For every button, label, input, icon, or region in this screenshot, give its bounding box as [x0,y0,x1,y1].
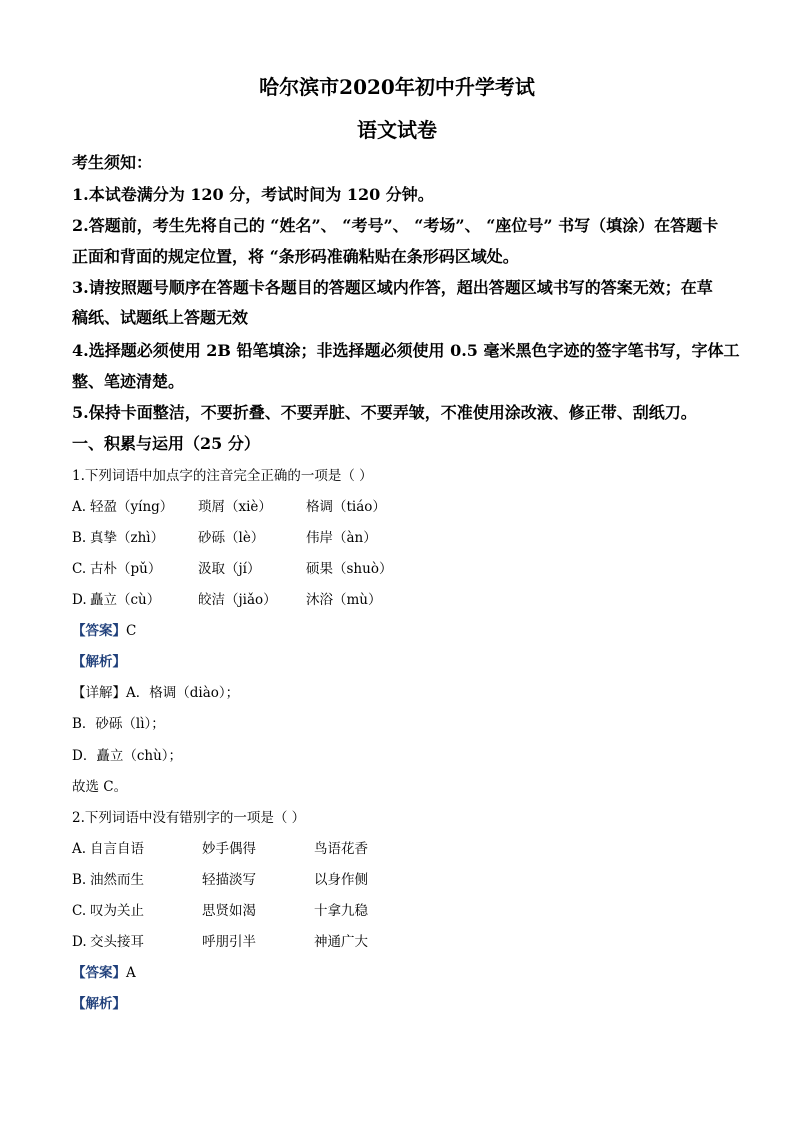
notice-heading: 考生须知： [72,153,153,172]
detail-line: D．矗立（chù）； [72,748,183,764]
option-item: 十拿九稳 [314,903,368,919]
option-item: 神通广大 [314,934,368,950]
answer-value: C [126,623,137,639]
answer-tag: 【答案】 [72,965,126,981]
option-row [72,899,368,919]
option-item: 叹为关止 [90,903,144,919]
section-heading: 一、积累与运用（25 分） [72,434,260,453]
option-item: 呼朋引半 [202,934,256,950]
option-item: 油然而生 [90,872,144,888]
question-stem: 2.下列词语中没有错别字的一项是（ ） [72,810,306,826]
option-label: C. [72,903,87,919]
answer-line [72,619,136,639]
option-item: 硕果（shuò） [306,561,393,577]
option-item: 思贤如渴 [202,903,256,919]
option-item: 沐浴（mù） [306,592,382,608]
option-row [72,837,368,857]
answer-tag: 【答案】 [72,623,126,639]
option-item: 轻描淡写 [202,872,256,888]
analysis-line [72,650,126,670]
option-item: 砂砾（lè） [198,530,265,546]
notice-line: 4.选择题必须使用 2B 铅笔填涂；非选择题必须使用 0.5 毫米黑色字迹的签字笔书写，字体工 [72,341,740,360]
detail-line: 故选 C。 [72,779,128,795]
option-row [72,557,392,577]
option-label: A. [72,841,87,857]
option-row [72,495,386,515]
exam-subtitle: 语文试卷 [357,118,437,142]
question-stem: 1.下列词语中加点字的注音完全正确的一项是（ ） [72,468,373,484]
option-label: A. [72,499,87,515]
option-row [72,588,382,608]
option-item: 鸟语花香 [314,841,368,857]
notice-line: 稿纸、试题纸上答题无效 [72,308,249,327]
option-label: D. [72,592,87,608]
option-item: 轻盈（yíng） [90,499,174,515]
notice-line: 1.本试卷满分为 120 分，考试时间为 120 分钟。 [72,185,434,204]
analysis-tag: 【解析】 [72,996,126,1012]
option-item: 伟岸（àn） [306,530,377,546]
option-row [72,868,368,888]
option-item: 妙手偶得 [202,841,256,857]
option-item: 皎洁（jiǎo） [198,592,277,608]
option-item: 自言自语 [90,841,144,857]
option-label: B. [72,872,87,888]
option-item: 琐屑（xiè） [198,499,272,515]
option-label: C. [72,561,87,577]
analysis-line [72,992,126,1012]
notice-line: 整、笔迹清楚。 [72,372,185,391]
option-item: 格调（tiáo） [306,499,386,515]
analysis-tag: 【解析】 [72,654,126,670]
answer-line [72,961,136,981]
option-item: 交头接耳 [90,934,144,950]
option-label: D. [72,934,87,950]
option-item: 矗立（cù） [90,592,161,608]
option-item: 以身作侧 [314,872,368,888]
detail-line [72,681,239,701]
notice-line: 5.保持卡面整洁，不要折叠、不要弄脏、不要弄皱，不准使用涂改液、修正带、刮纸刀。 [72,403,697,422]
notice-line: 正面和背面的规定位置，将 “条形码准确粘贴在条形码区域处。 [72,247,519,266]
option-label: B. [72,530,87,546]
notice-line: 3.请按照题号顺序在答题卡各题目的答题区域内作答，超出答题区域书写的答案无效；在草 [72,278,713,297]
option-item: 古朴（pǔ） [90,561,162,577]
option-row [72,930,368,950]
detail-tag: 【详解】 [72,685,126,701]
detail-line: B．砂砾（lì）； [72,716,165,732]
answer-value: A [126,965,136,981]
option-row [72,526,377,546]
notice-line: 2.答题前，考生先将自己的 “姓名”、 “考号”、 “考场”、 “座位号” 书写（填涂）在答题卡 [72,216,719,235]
detail-text: A．格调（diào）； [126,685,240,701]
exam-title: 哈尔滨市2020年初中升学考试 [259,75,535,99]
option-item: 真挚（zhì） [90,530,165,546]
option-item: 汲取（jí） [198,561,261,577]
